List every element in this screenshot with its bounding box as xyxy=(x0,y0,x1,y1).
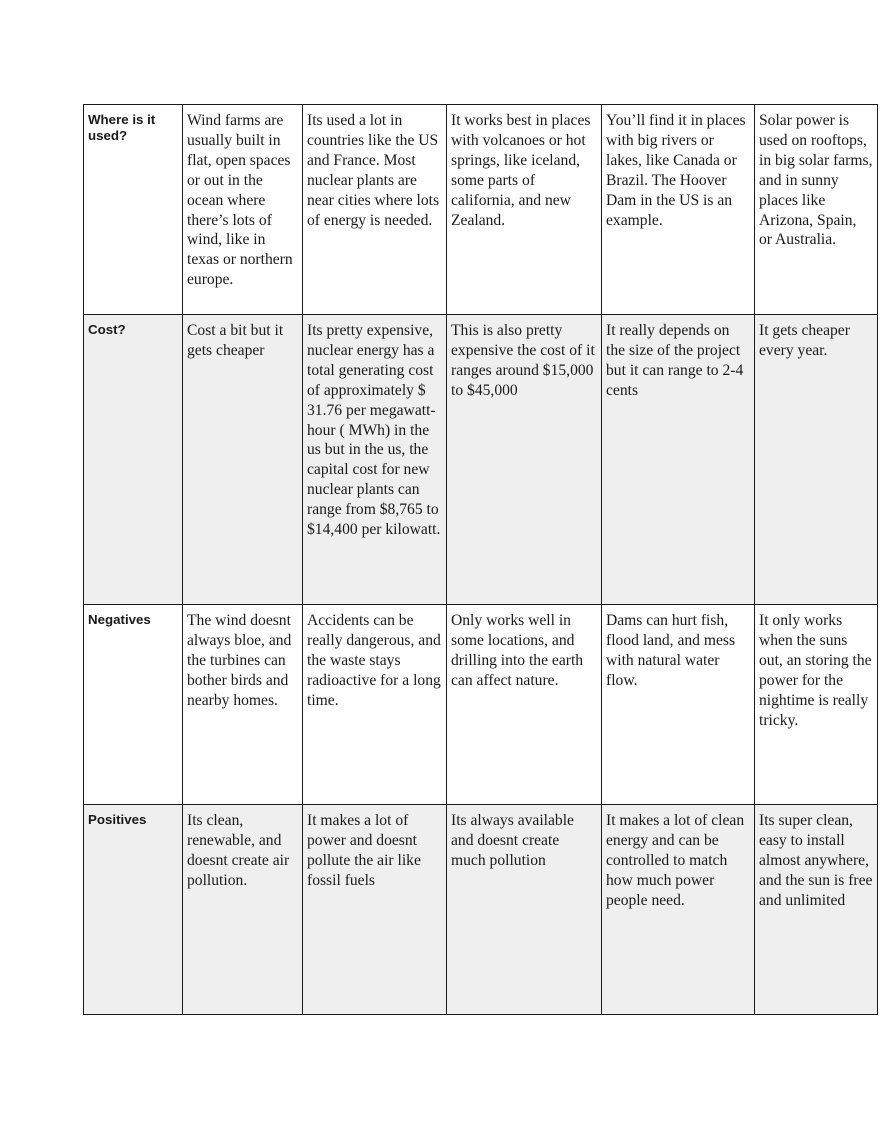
table-cell: Accidents can be really dangerous, and the waste stays radioactive for a long time. xyxy=(303,605,447,805)
energy-comparison-table xyxy=(83,104,878,1015)
table-cell: It only works when the suns out, an storing the power for the nightime is really tricky. xyxy=(755,605,878,805)
row-label-where-used: Where is it used? xyxy=(84,105,183,315)
table-cell: It makes a lot of power and doesnt pollute the air like fossil fuels xyxy=(303,805,447,1015)
row-label-cost: Cost? xyxy=(84,315,183,605)
table-cell: Its super clean, easy to install almost anywhere, and the sun is free and unlimited xyxy=(755,805,878,1015)
table-row xyxy=(84,805,878,1015)
table-cell: Dams can hurt fish, flood land, and mess with natural water flow. xyxy=(602,605,755,805)
table-cell: It works best in places with volcanoes or hot springs, like iceland, some parts of california, and new Zealand. xyxy=(447,105,602,315)
table-cell: You’ll find it in places with big rivers or lakes, like Canada or Brazil. The Hoover Dam in the US is an example. xyxy=(602,105,755,315)
table-cell: Its clean, renewable, and doesnt create air pollution. xyxy=(183,805,303,1015)
table-cell: Solar power is used on rooftops, in big solar farms, and in sunny places like Arizona, Spain, or Australia. xyxy=(755,105,878,315)
table-cell: Only works well in some locations, and drilling into the earth can affect nature. xyxy=(447,605,602,805)
table-cell: It gets cheaper every year. xyxy=(755,315,878,605)
table-cell: Its always available and doesnt create much pollution xyxy=(447,805,602,1015)
table-row xyxy=(84,315,878,605)
table-cell: Its used a lot in countries like the US and France. Most nuclear plants are near cities where lots of energy is needed. xyxy=(303,105,447,315)
table-cell: It really depends on the size of the project but it can range to 2-4 cents xyxy=(602,315,755,605)
table-cell: Its pretty expensive, nuclear energy has a total generating cost of approximately $ 31.76 per megawatt- hour ( MWh) in the us but in the us, the capital cost for new nuclear plants can range from $8,765 to $14,400 per kilowatt. xyxy=(303,315,447,605)
row-label-positives: Positives xyxy=(84,805,183,1015)
table-cell: The wind doesnt always bloe, and the turbines can bother birds and nearby homes. xyxy=(183,605,303,805)
table-cell: It makes a lot of clean energy and can be controlled to match how much power people need. xyxy=(602,805,755,1015)
table-cell: Wind farms are usually built in flat, open spaces or out in the ocean where there’s lots of wind, like in texas or northern europe. xyxy=(183,105,303,315)
table-cell: This is also pretty expensive the cost of it ranges around $15,000 to $45,000 xyxy=(447,315,602,605)
table-row xyxy=(84,105,878,315)
row-label-negatives: Negatives xyxy=(84,605,183,805)
table-cell: Cost a bit but it gets cheaper xyxy=(183,315,303,605)
table-row xyxy=(84,605,878,805)
